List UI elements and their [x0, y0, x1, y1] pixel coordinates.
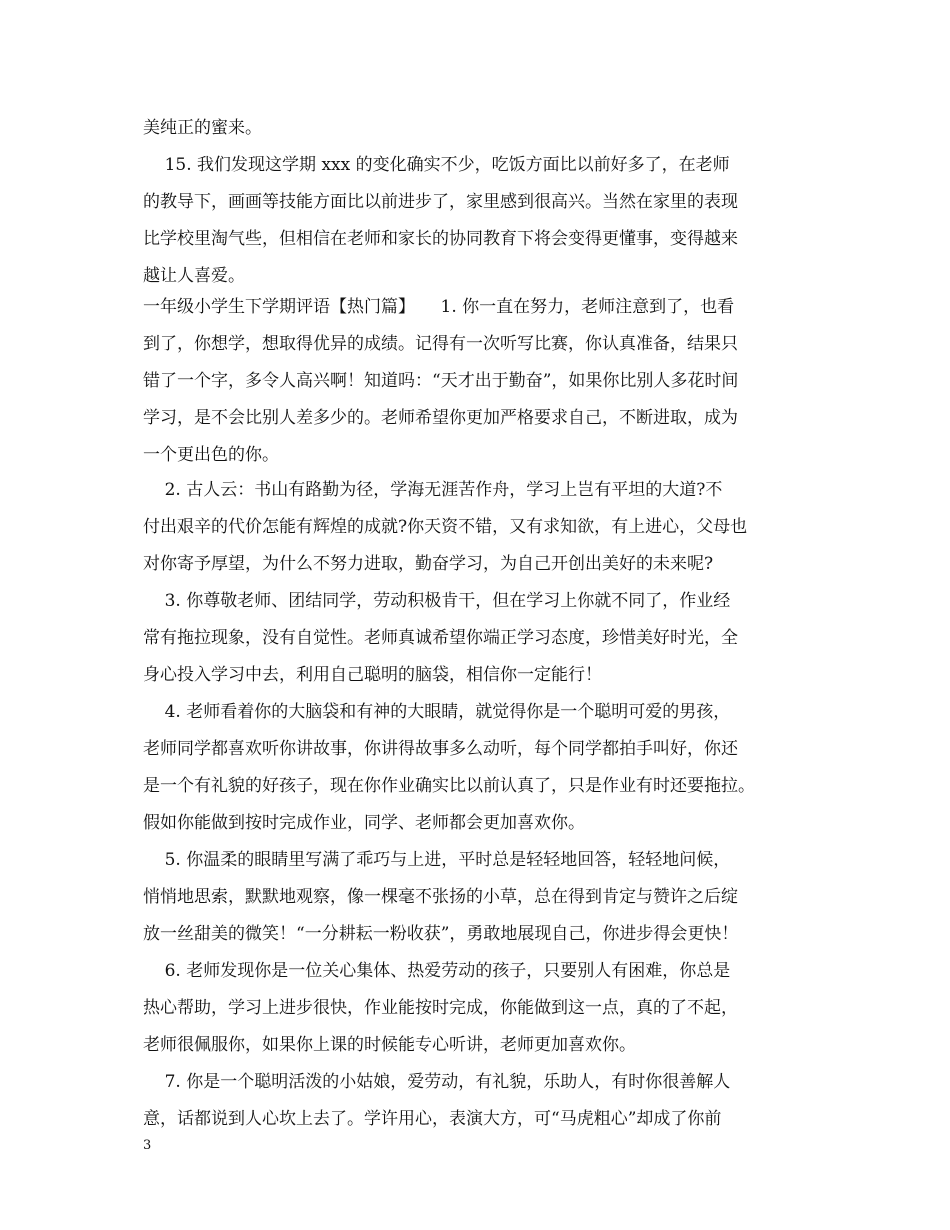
text-line: 4. 老师看着你的大脑袋和有神的大眼睛，就觉得你是一个聪明可爱的男孩， [143, 702, 731, 722]
text-line: 放一丝甜美的微笑！“一分耕耘一粉收获”，勇敢地展现自己，你进步得会更快！ [143, 924, 739, 944]
text-line: 常有拖拉现象，没有自觉性。老师真诚希望你端正学习态度，珍惜美好时光，全 [143, 628, 738, 648]
text-line: 是一个有礼貌的好孩子，现在你作业确实比以前认真了，只是作业有时还要拖拉。 [143, 776, 755, 796]
text-line: 学习，是不会比别人差多少的。老师希望你更加严格要求自己，不断进取，成为 [143, 408, 738, 428]
text-line: 5. 你温柔的眼睛里写满了乖巧与上进，平时总是轻轻地回答，轻轻地问候， [143, 850, 731, 870]
text-line: 美纯正的蜜来。 [143, 118, 262, 138]
text-line: 对你寄予厚望，为什么不努力进取，勤奋学习，为自己开创出美好的未来呢? [143, 554, 714, 574]
text-line: 比学校里淘气些，但相信在老师和家长的协同教育下将会变得更懂事，变得越来 [143, 229, 738, 249]
text-line: 错了一个字，多令人高兴啊！知道吗：“天才出于勤奋”，如果你比别人多花时间 [143, 371, 739, 391]
page-number: 3 [143, 1138, 152, 1153]
text-line: 2. 古人云：书山有路勤为径，学海无涯苦作舟，学习上岂有平坦的大道?不 [143, 480, 723, 500]
text-line: 一个更出色的你。 [143, 445, 279, 465]
text-line: 意，话都说到人心坎上去了。学许用心，表演大方，可“马虎粗心”却成了你前 [143, 1109, 722, 1129]
text-line: 越让人喜爱。 [143, 266, 245, 286]
text-line: 到了，你想学，想取得优异的成绩。记得有一次听写比赛，你认真准备，结果只 [143, 334, 738, 354]
text-line: 悄悄地思索，默默地观察，像一棵毫不张扬的小草，总在得到肯定与赞许之后绽 [143, 887, 738, 907]
text-line: 假如你能做到按时完成作业，同学、老师都会更加喜欢你。 [143, 813, 585, 833]
text-line: 6. 老师发现你是一位关心集体、热爱劳动的孩子，只要别人有困难，你总是 [143, 961, 731, 981]
text-line: 15. 我们发现这学期 xxx 的变化确实不少，吃饭方面比以前好多了，在老师 [143, 155, 730, 175]
text-line: 一年级小学生下学期评语【热门篇】 1. 你一直在努力，老师注意到了，也看 [143, 297, 735, 317]
text-line: 身心投入学习中去，利用自己聪明的脑袋，相信你一定能行！ [143, 665, 602, 685]
text-line: 热心帮助，学习上进步很快，作业能按时完成，你能做到这一点，真的了不起， [143, 998, 738, 1018]
text-line: 付出艰辛的代价怎能有辉煌的成就?你天资不错，又有求知欲，有上进心，父母也 [143, 517, 748, 537]
text-line: 3. 你尊敬老师、团结同学，劳动积极肯干，但在学习上你就不同了，作业经 [143, 591, 731, 611]
text-line: 的教导下，画画等技能方面比以前进步了，家里感到很高兴。当然在家里的表现 [143, 192, 738, 212]
text-line: 老师很佩服你，如果你上课的时候能专心听讲，老师更加喜欢你。 [143, 1035, 636, 1055]
text-line: 老师同学都喜欢听你讲故事，你讲得故事多么动听，每个同学都拍手叫好，你还 [143, 739, 738, 759]
text-line: 7. 你是一个聪明活泼的小姑娘，爱劳动，有礼貌，乐助人，有时你很善解人 [143, 1072, 731, 1092]
